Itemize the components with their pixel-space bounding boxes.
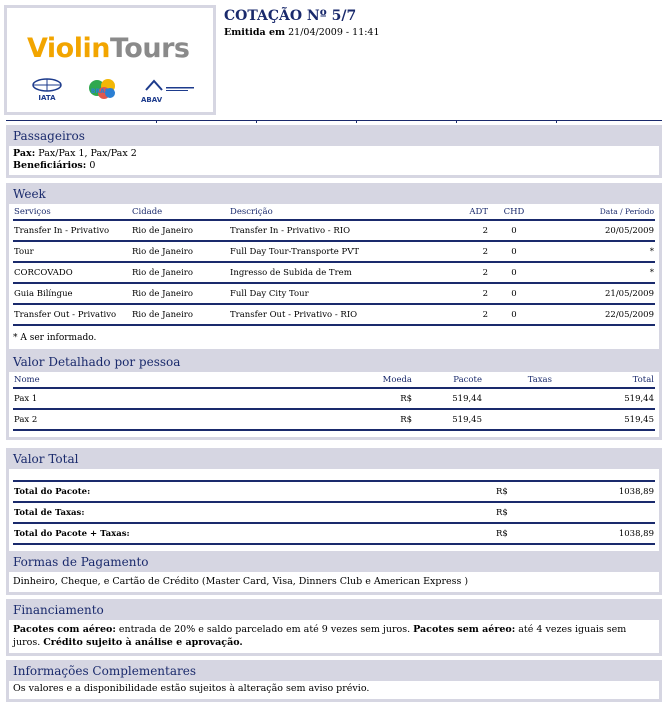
col-data: Data / Período: [539, 204, 655, 220]
passengers-section: [6, 125, 662, 178]
company-logo: [4, 5, 216, 115]
col-adt: ADT: [439, 204, 489, 220]
section-title: Valor Detalhado por pessoa: [13, 355, 181, 369]
table-row: Transfer Out - Privativo Rio de Janeiro Transfer Out - Privativo - RIO 2 0 22/05/2009: [13, 304, 655, 325]
payment-text: Dinheiro, Cheque, e Cartão de Crédito (Master Card, Visa, Dinners Club e American Express ): [9, 572, 659, 592]
services-table: [13, 204, 655, 326]
table-row: Total de Taxas: R$: [13, 502, 655, 523]
table-row: Guia Bilíngue Rio de Janeiro Full Day City Tour 2 0 21/05/2009: [13, 283, 655, 304]
footnote: * A ser informado.: [13, 333, 97, 343]
col-taxas: Taxas: [483, 372, 553, 388]
table-row: Pax 1 R$ 519,44 519,44: [13, 388, 655, 409]
association-logos: [27, 78, 207, 108]
info-section: [6, 660, 662, 702]
iata-logo: IATA: [27, 78, 67, 102]
abav-logo: ABAV: [139, 78, 199, 104]
col-moeda: Moeda: [333, 372, 413, 388]
section-title: Passageiros: [13, 129, 85, 143]
total-table: [13, 469, 655, 545]
col-nome: Nome: [13, 372, 333, 388]
table-row: Pax 2 R$ 519,45 519,45: [13, 409, 655, 430]
col-total: Total: [553, 372, 655, 388]
brand-wordmark: ViolinTours: [27, 33, 190, 64]
section-title: Financiamento: [13, 603, 104, 617]
info-text: Os valores e a disponibilidade estão sujeitos à alteração sem aviso prévio.: [9, 681, 659, 699]
financing-text: Pacotes com aéreo: entrada de 20% e saldo parcelado em até 9 vezes sem juros. Pacotes sem aéreo: até 4 vezes iguais sem juros. Crédito sujeito à análise e aprovação.: [9, 620, 659, 653]
col-servicos: Serviços: [13, 204, 131, 220]
section-title: Informações Complementares: [13, 664, 197, 678]
col-pacote: Pacote: [413, 372, 483, 388]
table-row: Transfer In - Privativo Rio de Janeiro Transfer In - Privativo - RIO 2 0 20/05/2009: [13, 220, 655, 241]
section-title: Formas de Pagamento: [13, 555, 149, 569]
per-person-section: [6, 351, 662, 440]
per-person-table: [13, 372, 655, 431]
col-descricao: Descrição: [229, 204, 439, 220]
header-divider: [6, 120, 662, 123]
table-row: Tour Rio de Janeiro Full Day Tour-Transporte PVT 2 0 *: [13, 241, 655, 262]
beneficiaries-line: Beneficiários: 0: [13, 160, 96, 171]
table-row: Total do Pacote: R$ 1038,89: [13, 481, 655, 502]
col-chd: CHD: [489, 204, 539, 220]
table-row: Total do Pacote + Taxas: R$ 1038,89: [13, 523, 655, 544]
section-title: Week: [13, 187, 46, 201]
table-row: CORCOVADO Rio de Janeiro Ingresso de Subida de Trem 2 0 *: [13, 262, 655, 283]
issued-date: Emitida em 21/04/2009 - 11:41: [224, 27, 380, 38]
brasil-logo: BRASIL: [85, 78, 121, 95]
services-section: [6, 183, 662, 352]
pax-line: Pax: Pax/Pax 1, Pax/Pax 2: [13, 148, 137, 159]
total-section: [6, 448, 662, 554]
quote-title: COTAÇÃO Nº 5/7: [224, 8, 357, 24]
financing-section: [6, 599, 662, 656]
payment-section: [6, 551, 662, 595]
section-title: Valor Total: [13, 452, 79, 466]
col-cidade: Cidade: [131, 204, 229, 220]
